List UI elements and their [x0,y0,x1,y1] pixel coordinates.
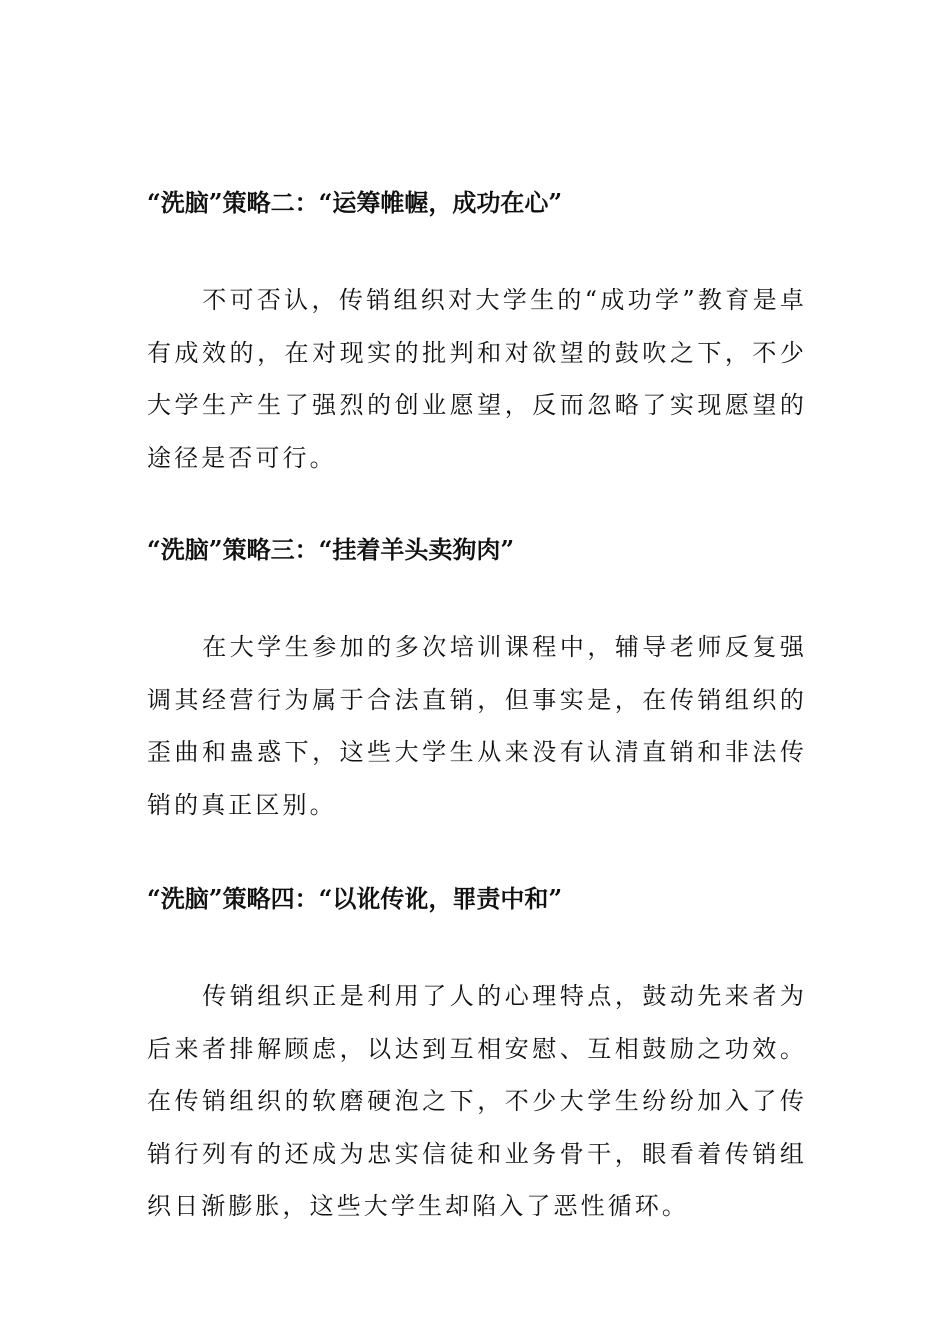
section-heading-strategy-3: “洗脑”策略三：“挂着羊头卖狗肉” [147,535,515,564]
section-paragraph-strategy-2: 不可否认，传销组织对大学生的“成功学”教育是卓有成效的，在对现实的批判和对欲望的鼓吹之下，不少大学生产生了强烈的创业愿望，反而忽略了实现愿望的途径是否可行。 [147,286,807,472]
section-paragraph-strategy-3: 在大学生参加的多次培训课程中，辅导老师反复强调其经营行为属于合法直销，但事实是，在传销组织的歪曲和蛊惑下，这些大学生从来没有认清直销和非法传销的真正区别。 [147,633,807,819]
section-paragraph-strategy-4: 传销组织正是利用了人的心理特点，鼓动先来者为后来者排解顾虑，以达到互相安慰、互相鼓励之功效。在传销组织的软磨硬泡之下，不少大学生纷纷加入了传销行列有的还成为忠实信徒和业务骨干，眼看着传销组织日渐膨胀，这些大学生却陷入了恶性循环。 [147,982,807,1220]
section-heading-strategy-4: “洗脑”策略四：“以讹传讹，罪责中和” [147,884,563,913]
section-heading-strategy-2: “洗脑”策略二：“运筹帷幄，成功在心” [147,188,563,217]
